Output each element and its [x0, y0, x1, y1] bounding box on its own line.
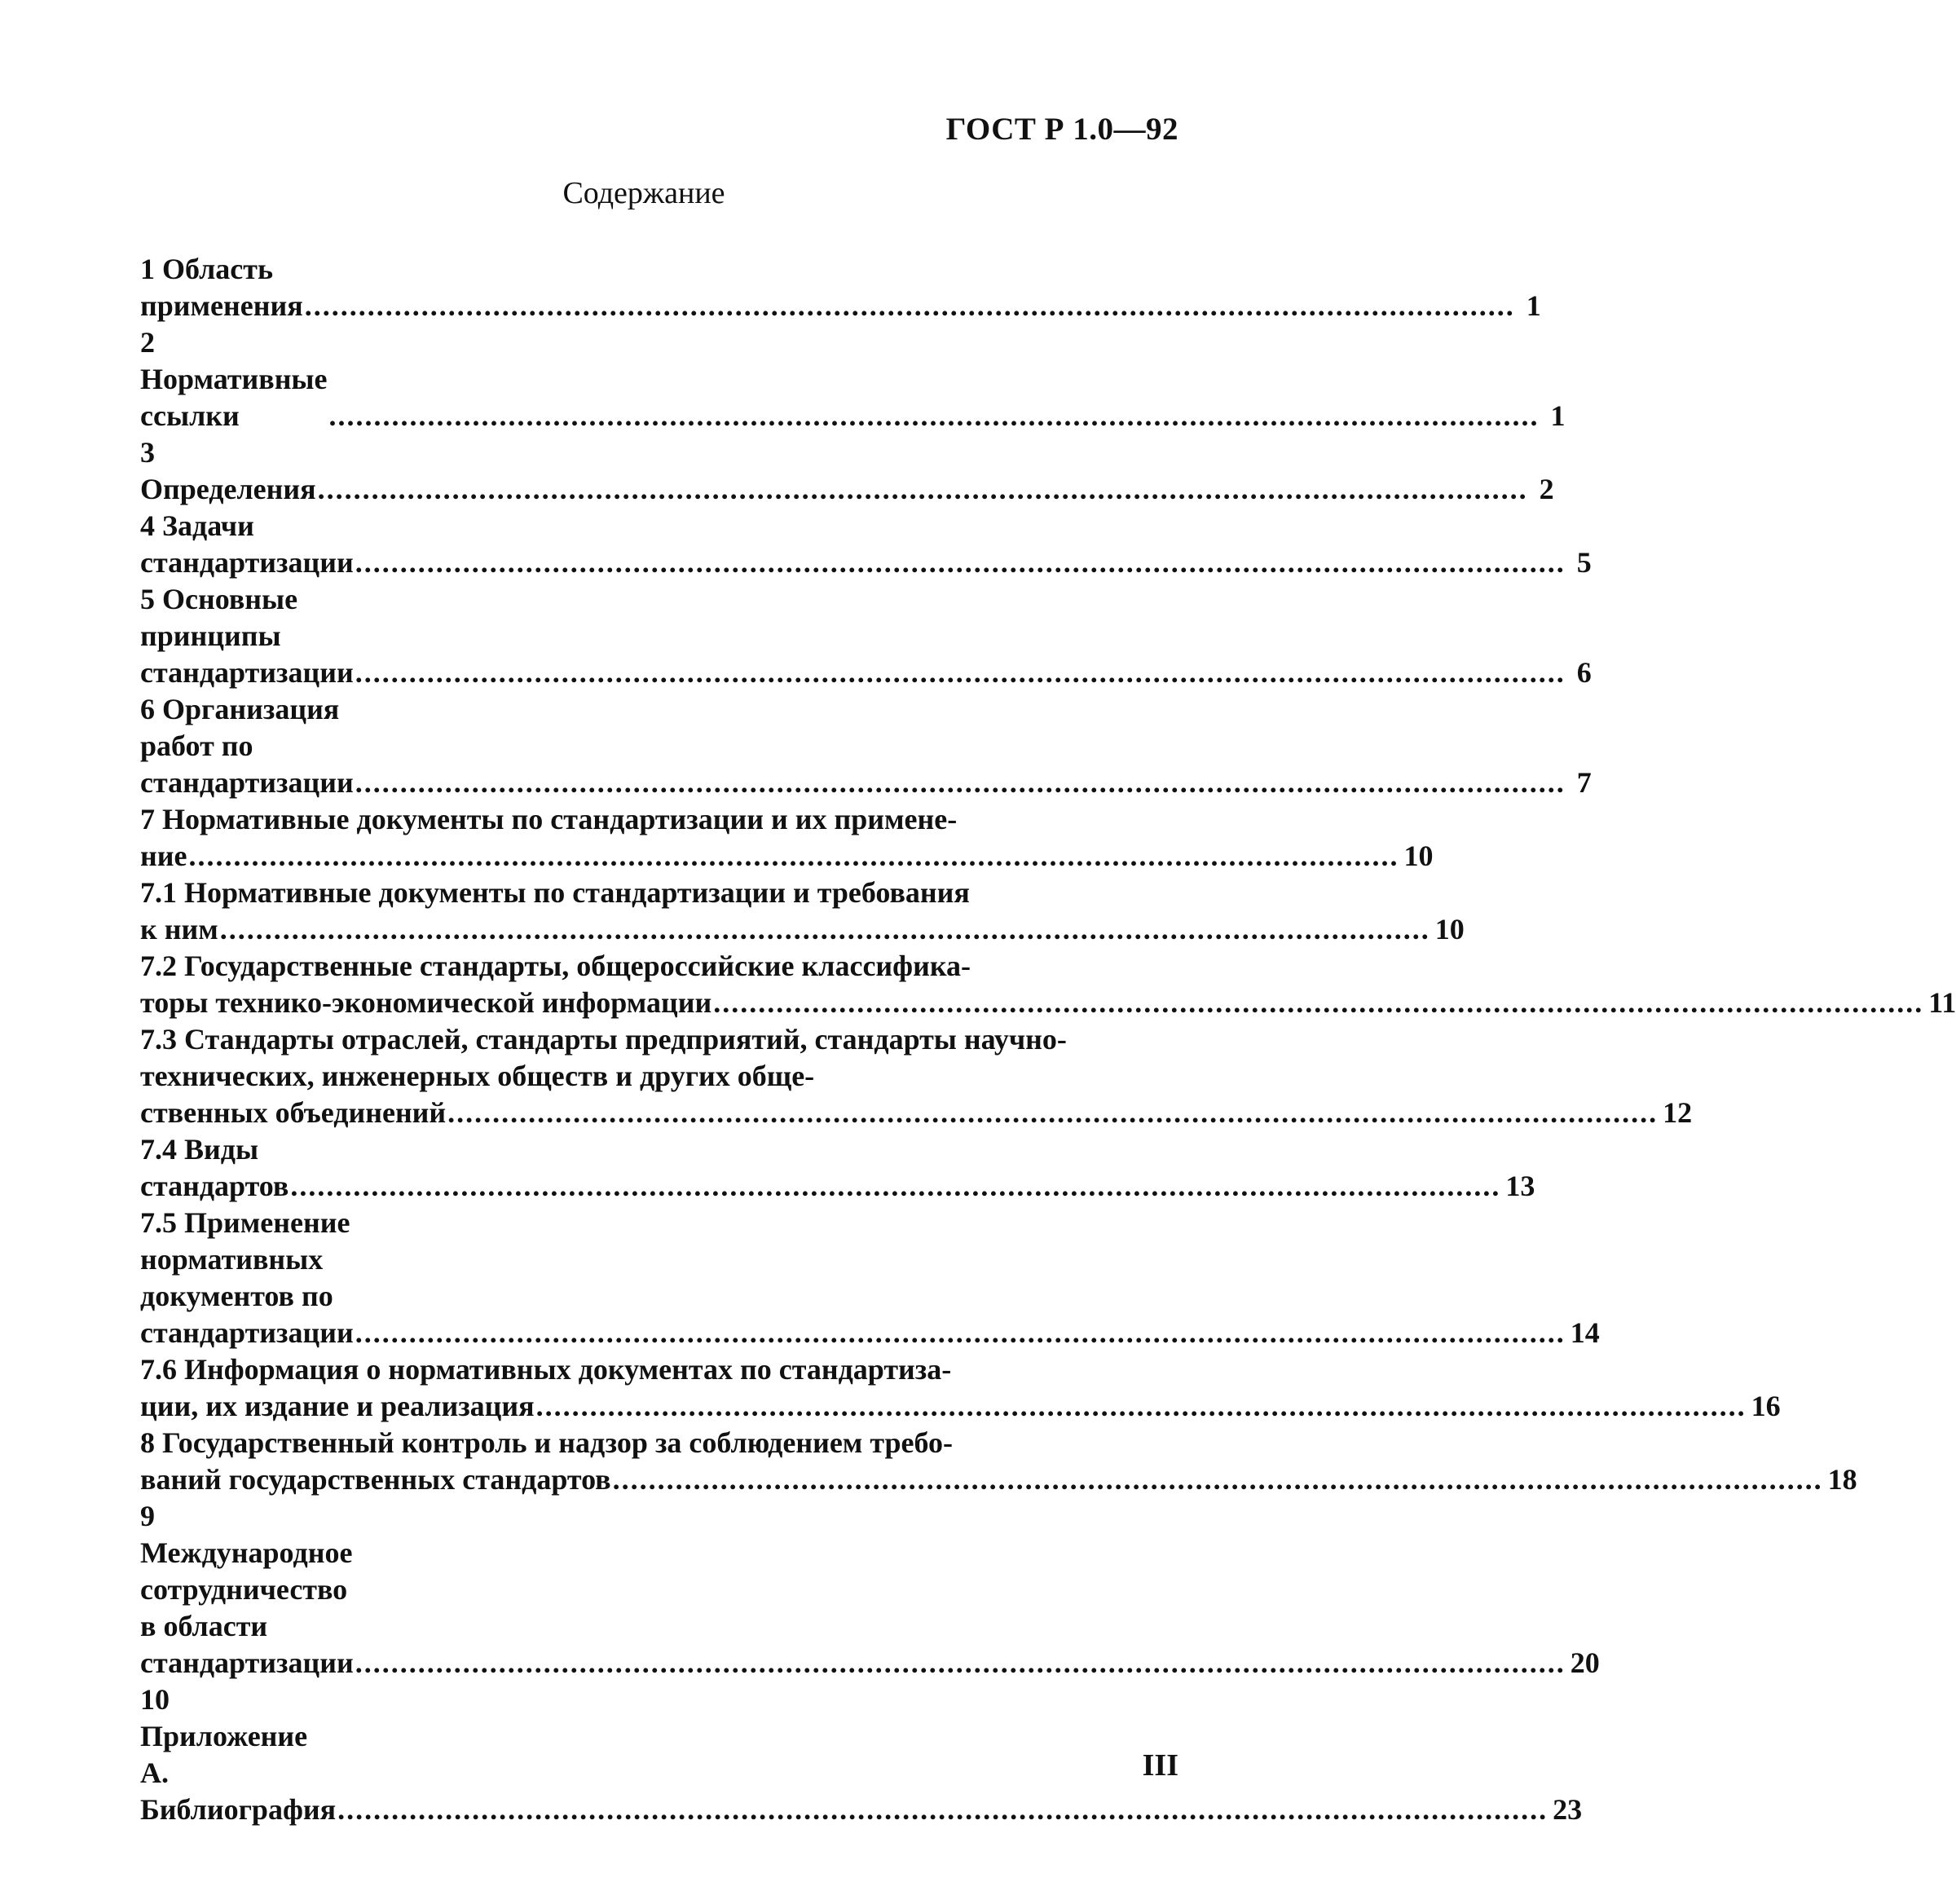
toc-entry[interactable]: [140, 251, 1541, 324]
toc-entry[interactable]: [140, 324, 1566, 434]
toc-entry-page: 7: [1576, 766, 1592, 799]
page-number: III: [1142, 1748, 1178, 1783]
toc-entry-title: 9 Международное сотрудничество в области стандартизации: [140, 1500, 354, 1679]
toc-entry-page: 13: [1505, 1170, 1535, 1202]
toc-entry-title-lead: 7.3 Стандарты отраслей, стандарты предприятий, стандарты научно-технических, инженерных обществ и других обще-: [140, 1023, 1067, 1092]
toc-entry-title: 4 Задачи стандартизации: [140, 509, 354, 579]
toc-entry-page: 6: [1576, 656, 1592, 689]
toc-leader-dots: .......................................................................................................................................: [355, 1646, 1566, 1679]
toc-entry-page: 16: [1751, 1390, 1781, 1422]
toc-entry[interactable]: [140, 875, 1465, 948]
toc-entry[interactable]: [140, 1425, 1857, 1498]
toc-entry[interactable]: [140, 508, 1592, 581]
toc-entry-page: 14: [1570, 1316, 1600, 1349]
toc-title: Содержание: [562, 176, 725, 210]
toc-leader-dots: .......................................................................................................................................: [219, 913, 1430, 945]
toc-leader-dots: .......................................................................................................................................: [290, 1170, 1501, 1202]
toc-entry[interactable]: [140, 1131, 1535, 1205]
toc-entry-title: 6 Организация работ по стандартизации: [140, 693, 354, 799]
toc-entry-title: ние: [140, 840, 187, 872]
toc-entry[interactable]: [140, 581, 1592, 691]
toc-entry-title: 1 Область применения: [140, 253, 303, 322]
toc-leader-dots: .......................................................................................................................................: [337, 1793, 1548, 1826]
toc-entry-title-lead: 7 Нормативные документы по стандартизации и их примене-: [140, 803, 958, 835]
toc-entry-title: торы технико-экономической информации: [140, 986, 712, 1019]
toc-entry[interactable]: [140, 948, 1956, 1021]
toc-leader-dots: .......................................................................................................................................: [355, 546, 1566, 579]
toc-entry[interactable]: [140, 1205, 1600, 1351]
toc-entry-title: ственных объединений: [140, 1096, 447, 1129]
toc-entry[interactable]: [140, 1021, 1693, 1131]
toc-entry-title-lead: 7.2 Государственные стандарты, общероссийские классифика-: [140, 950, 971, 982]
toc-entry-title-lead: 8 Государственный контроль и надзор за соблюдением требо-: [140, 1426, 953, 1459]
toc-entry-page: 20: [1570, 1646, 1600, 1679]
toc-entry-title: 7.4 Виды стандартов: [140, 1133, 289, 1202]
toc-entry-title: 3 Определения: [140, 436, 316, 505]
toc-leader-dots: .......................................................................................................................................: [447, 1096, 1659, 1129]
toc-entry[interactable]: [140, 434, 1554, 508]
toc-entry-page: 10: [1434, 913, 1465, 945]
toc-leader-dots: .......................................................................................................................................: [713, 986, 1924, 1019]
toc-entry-title: 7.5 Применение нормативных документов по стандартизации: [140, 1206, 354, 1349]
toc-leader-dots: .......................................................................................................................................: [328, 399, 1540, 432]
toc-entry-title: 2 Нормативные ссылки: [140, 326, 328, 432]
toc-entry-page: 1: [1526, 289, 1541, 322]
toc-entry-page: 23: [1553, 1793, 1583, 1826]
toc-entry-title: ции, их издание и реализация: [140, 1390, 535, 1422]
toc-leader-dots: .......................................................................................................................................: [188, 840, 1399, 872]
toc-entry[interactable]: [140, 801, 1434, 875]
toc-entry-title: 5 Основные принципы стандартизации: [140, 583, 354, 689]
toc-entry-title-lead: 7.1 Нормативные документы по стандартизации и требования: [140, 876, 970, 909]
toc-leader-dots: .......................................................................................................................................: [612, 1463, 1823, 1496]
toc-entry-title: к ним: [140, 913, 218, 945]
toc-entry-page: 11: [1928, 986, 1956, 1019]
toc-entry-title: ваний государственных стандартов: [140, 1463, 611, 1496]
document-code: ГОСТ Р 1.0—92: [945, 112, 1178, 147]
toc-entry[interactable]: [140, 691, 1592, 801]
toc-entry-title: 10 Приложение А. Библиография: [140, 1683, 337, 1826]
toc-leader-dots: .......................................................................................................................................: [355, 1316, 1566, 1349]
toc-leader-dots: .......................................................................................................................................: [304, 289, 1515, 322]
toc-entry-page: 1: [1550, 399, 1566, 432]
toc-entry-title-lead: 7.6 Информация о нормативных документах по стандартиза-: [140, 1353, 952, 1386]
toc-entry[interactable]: [140, 1498, 1600, 1681]
toc-leader-dots: .......................................................................................................................................: [355, 656, 1566, 689]
toc-entry-page: 12: [1663, 1096, 1693, 1129]
toc-entry[interactable]: [140, 1351, 1781, 1425]
toc-entry-page: 18: [1827, 1463, 1857, 1496]
toc-entry-page: 10: [1403, 840, 1434, 872]
toc-leader-dots: .......................................................................................................................................: [355, 766, 1566, 799]
toc-entry-page: 5: [1576, 546, 1592, 579]
toc-leader-dots: .......................................................................................................................................: [317, 473, 1528, 505]
toc-leader-dots: .......................................................................................................................................: [535, 1390, 1747, 1422]
toc-entry-page: 2: [1539, 473, 1554, 505]
